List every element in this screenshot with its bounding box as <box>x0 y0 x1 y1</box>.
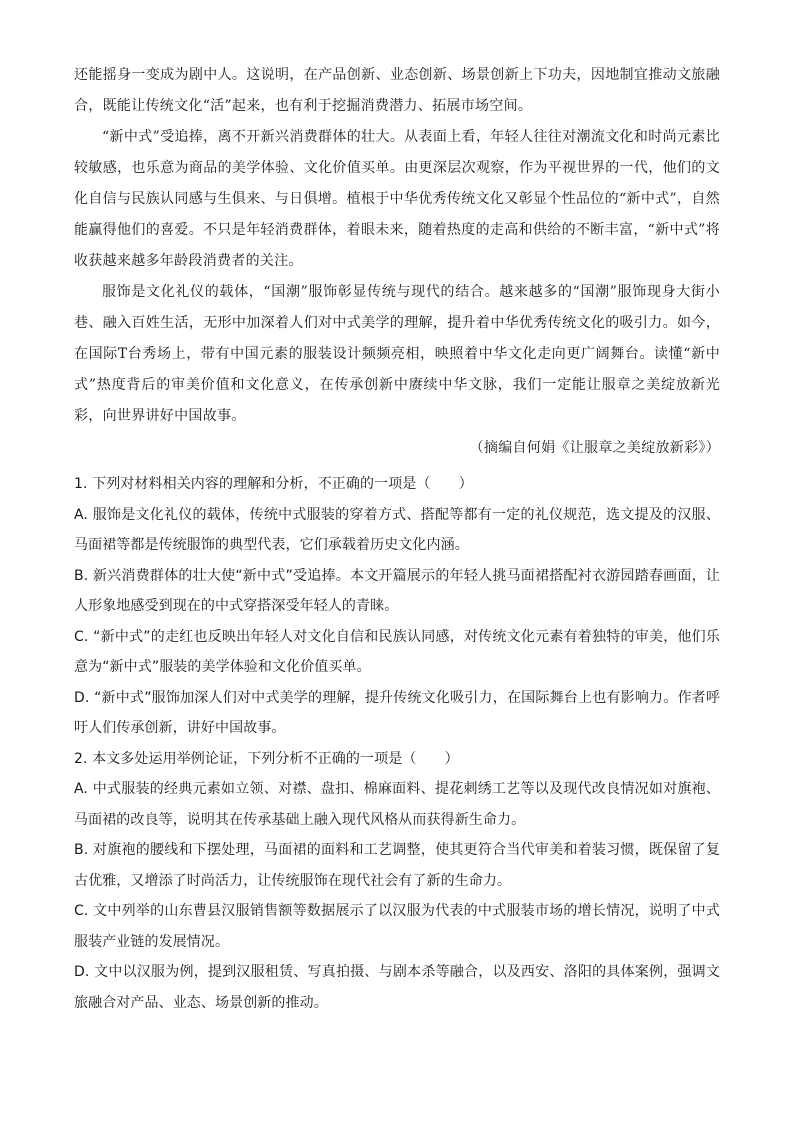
option-d: D. “新中式”服饰加深人们对中式美学的理解，提升传统文化吸引力，在国际舞台上也有影响力。作者呼吁人们传承创新，讲好中国故事。 <box>74 689 720 736</box>
question-1 <box>74 469 720 744</box>
article-paragraph: “新中式”受追捧，离不开新兴消费群体的壮大。从表面上看，年轻人往往对潮流文化和时尚元素比较敏感，也乐意为商品的美学体验、文化价值买单。由更深层次观察，作为平视世界的一代，他们的文化自信与民族认同感与生俱来、与日俱增。植根于中华优秀传统文化又彰显个性品位的“新中式”，自然能赢得他们的喜爱。不只是年轻消费群体，着眼未来，随着热度的走高和供给的不断丰富，“新中式”将收获越来越多年龄段消费者的关注。 <box>74 129 720 269</box>
option-c: C. 文中列举的山东曹县汉服销售额等数据展示了以汉服为代表的中式服装市场的增长情况，说明了中式服装产业链的发展情况。 <box>74 903 720 950</box>
article-excerpt <box>74 60 720 465</box>
article-paragraph: 服饰是文化礼仪的载体，“国潮”服饰彰显传统与现代的结合。越来越多的“国潮”服饰现身大街小巷、融入百姓生活，无形中加深着人们对中式美学的理解，提升着中华优秀传统文化的吸引力。如今，在国际T台秀场上，带有中国元素的服装设计频频亮相，映照着中华文化走向更广阔舞台。读懂“新中式”热度背后的审美价值和文化意义，在传承创新中赓续中华文脉，我们一定能让服章之美绽放新光彩，向世界讲好中国故事。 <box>74 284 720 424</box>
question-2 <box>74 744 720 1019</box>
question-section <box>74 469 720 1018</box>
article-source-citation: （摘编自何娟《让服章之美绽放新彩》） <box>469 440 720 456</box>
question-stem: 2. 本文多处运用举例论证，下列分析不正确的一项是（ ） <box>74 750 459 767</box>
option-a: A. 中式服装的经典元素如立领、对襟、盘扣、棉麻面料、提花刺绣工艺等以及现代改良情况如对旗袍、马面裙的改良等，说明其在传承基础上融入现代风格从而获得新生命力。 <box>74 781 720 828</box>
option-d: D. 文中以汉服为例，提到汉服租赁、写真拍摄、与剧本杀等融合，以及西安、洛阳的具体案例，强调文旅融合对产品、业态、场景创新的推动。 <box>74 964 720 1011</box>
article-paragraph: 还能摇身一变成为剧中人。这说明，在产品创新、业态创新、场景创新上下功夫，因地制宜推动文旅融合，既能让传统文化“活”起来，也有利于挖掘消费潜力、拓展市场空间。 <box>74 67 720 114</box>
option-c: C. “新中式”的走红也反映出年轻人对文化自信和民族认同感，对传统文化元素有着独特的审美，他们乐意为“新中式”服装的美学体验和文化价值买单。 <box>74 628 720 675</box>
option-b: B. 对旗袍的腰线和下摆处理，马面裙的面料和工艺调整，使其更符合当代审美和着装习惯，既保留了复古优雅，又增添了时尚活力，让传统服饰在现代社会有了新的生命力。 <box>74 842 720 889</box>
option-a: A. 服饰是文化礼仪的载体，传统中式服装的穿着方式、搭配等都有一定的礼仪规范，选文提及的汉服、马面裙等都是传统服饰的典型代表，它们承载着历史文化内涵。 <box>74 506 720 553</box>
question-stem: 1. 下列对材料相关内容的理解和分析，不正确的一项是（ ） <box>74 476 473 492</box>
option-b: B. 新兴消费群体的壮大使“新中式”受追捧。本文开篇展示的年轻人挑马面裙搭配衬衣游园踏春画面，让人形象地感受到现在的中式穿搭深受年轻人的青睐。 <box>74 567 720 614</box>
